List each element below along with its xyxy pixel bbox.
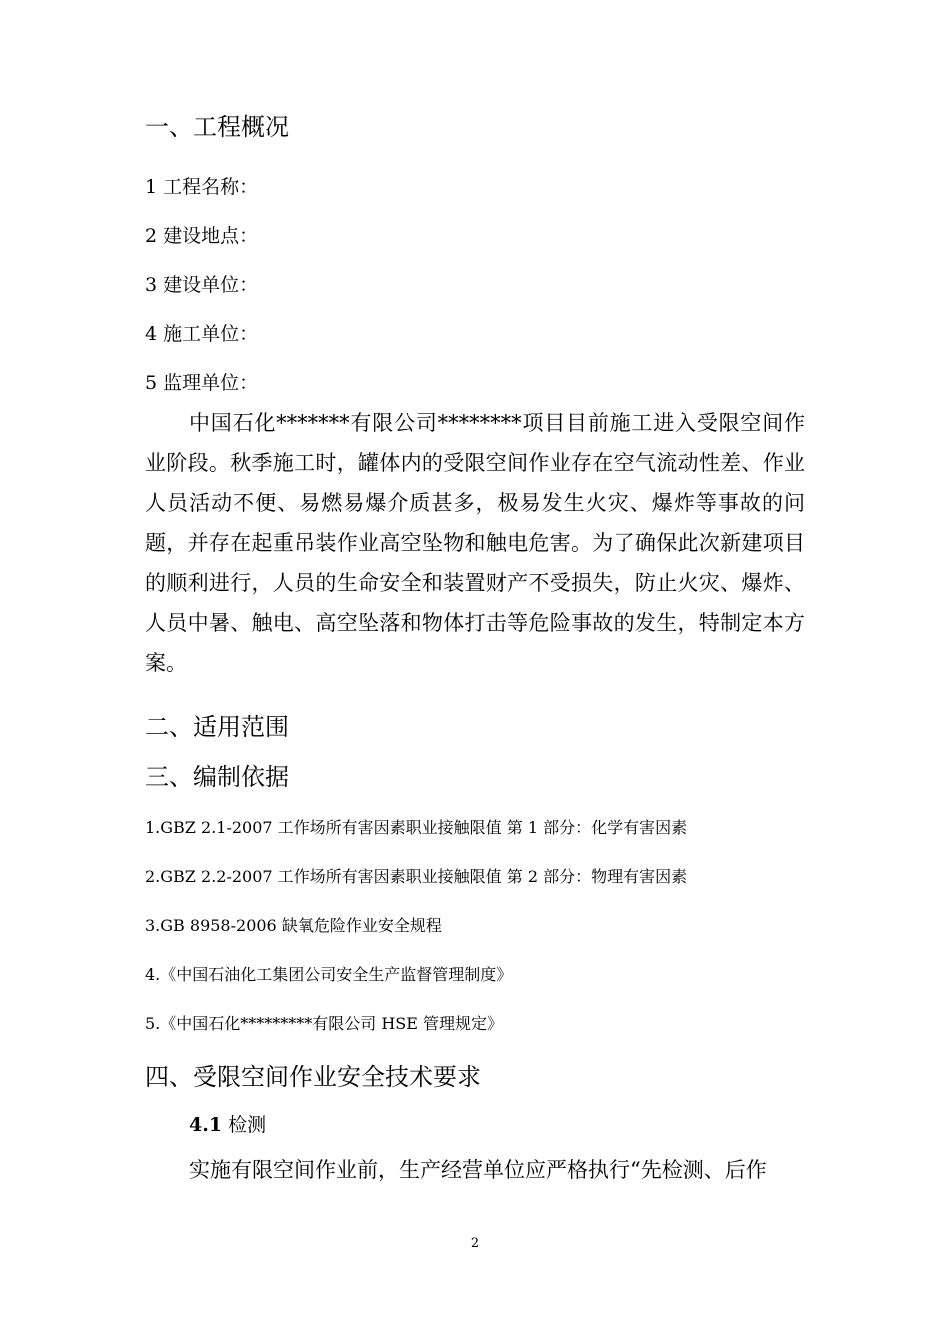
section-heading-basis: 三、编制依据	[145, 763, 289, 791]
detection-paragraph: 实施有限空间作业前，生产经营单位应严格执行“先检测、后作	[189, 1158, 767, 1182]
paragraph-text: 中国石化*******有限公司********项目目前施工进入受限空间作业阶段。秋季施工时，罐体内的受限空间作业存在空气流动性差、作业人员活动不便、易燃易爆介质甚多，极易发生火灾、爆炸等事故的问题，并存在起重吊装作业高空坠物和触电危害。为了确保此次新建项目的顺利进行，人员的生命安全和装置财产不受损失，防止火灾、爆炸、人员中暑、触电、高空坠落和物体打击等危险事故的发生，特制定本方案。	[145, 411, 805, 675]
subsection-number: 4.1	[189, 1114, 223, 1136]
basis-item: 3.GB 8958-2006 缺氧危险作业安全规程	[145, 916, 442, 935]
section-heading-overview: 一、工程概况	[145, 113, 289, 141]
section-heading-requirements: 四、受限空间作业安全技术要求	[145, 1063, 481, 1091]
basis-item: 5.《中国石化*********有限公司 HSE 管理规定》	[145, 1014, 504, 1033]
subsection-heading-detection	[189, 1112, 266, 1138]
list-item-owner: 3 建设单位：	[145, 274, 259, 296]
page-number: 2	[470, 1236, 480, 1251]
section-heading-scope: 二、适用范围	[145, 713, 289, 741]
list-item-supervisor: 5 监理单位：	[145, 372, 259, 394]
list-item-location: 2 建设地点：	[145, 225, 259, 247]
subsection-title: 检测	[222, 1114, 267, 1136]
list-item-contractor: 4 施工单位：	[145, 323, 259, 345]
overview-paragraph	[145, 403, 805, 683]
basis-item: 1.GBZ 2.1-2007 工作场所有害因素职业接触限值 第 1 部分：化学有害因素	[145, 818, 688, 837]
basis-item: 2.GBZ 2.2-2007 工作场所有害因素职业接触限值 第 2 部分：物理有害因素	[145, 867, 688, 886]
list-item-project-name: 1 工程名称：	[145, 176, 259, 198]
basis-item: 4.《中国石油化工集团公司安全生产监督管理制度》	[145, 965, 513, 984]
